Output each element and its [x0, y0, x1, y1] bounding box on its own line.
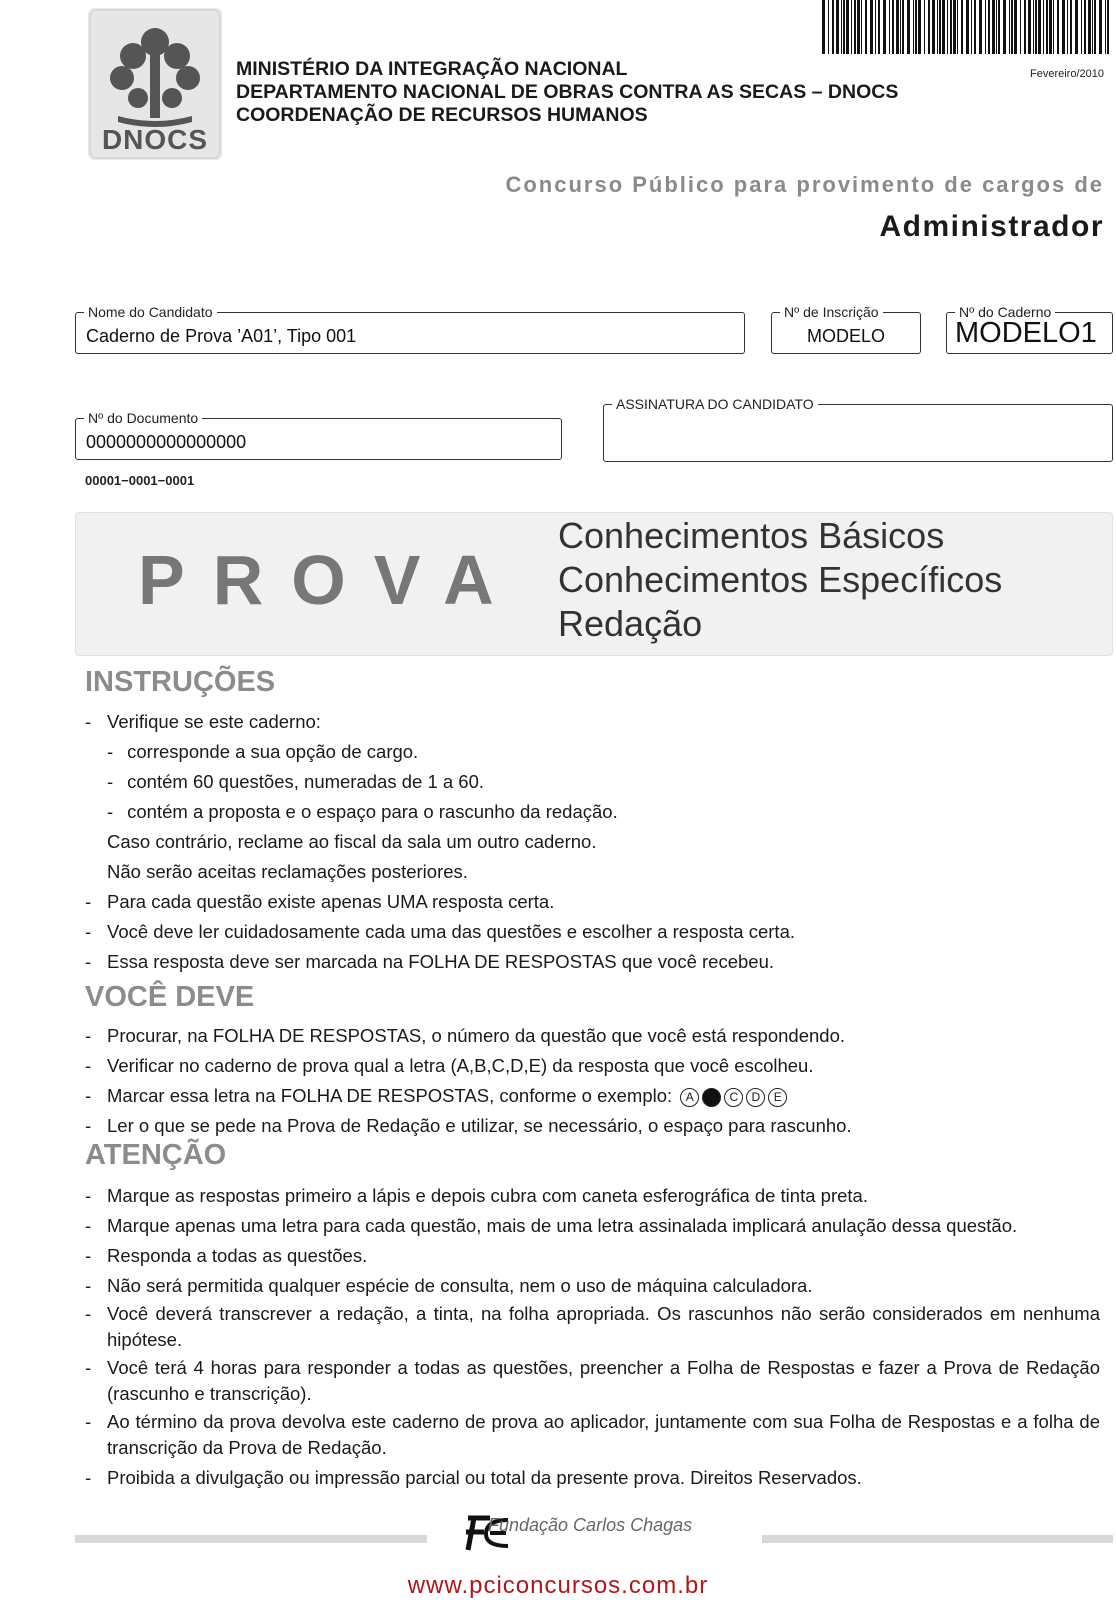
bubble-e: E: [768, 1088, 787, 1107]
fcc-name: Fundação Carlos Chagas: [488, 1515, 693, 1535]
caderno-label: Nº do Caderno: [955, 304, 1055, 320]
barcode-bar: [865, 0, 867, 54]
barcode-bar: [1075, 0, 1078, 54]
cargo-title: Administrador: [879, 210, 1104, 243]
documento-field[interactable]: [75, 410, 562, 460]
barcode-bar: [992, 0, 995, 54]
source-url[interactable]: www.pciconcursos.com.br: [407, 1572, 709, 1599]
barcode-bar: [1024, 0, 1026, 54]
barcode-bar: [913, 0, 914, 54]
atencao-title: ATENÇÃO: [85, 1139, 227, 1171]
barcode-bar: [851, 0, 852, 54]
barcode-bar: [915, 0, 917, 54]
inscricao-value: MODELO: [806, 326, 885, 346]
bubble-a: A: [680, 1088, 699, 1107]
barcode-bar: [1092, 0, 1093, 54]
barcode-bar: [1003, 0, 1006, 54]
list-item: - Você terá 4 horas para responder a todas as questões, preencher a Folha de Respostas e fazer a Prova de Redação (rascunho e transcrição).: [85, 1357, 1100, 1404]
barcode-bar: [1009, 0, 1010, 54]
list-item: - Responda a todas as questões.: [85, 1245, 368, 1266]
voce-deve-list: [85, 1021, 1100, 1141]
contest-title: Concurso Público para provimento de cargos de: [505, 172, 1104, 197]
atencao-list: [85, 1181, 1100, 1493]
bubble-d: D: [746, 1088, 765, 1107]
list-item: - Você deve ler cuidadosamente cada uma das questões e escolher a resposta certa.: [85, 921, 796, 942]
barcode-bar: [836, 0, 839, 54]
subject: Redação: [558, 603, 703, 644]
instrucoes-title: INSTRUÇÕES: [85, 666, 276, 698]
list-item: - Proibida a divulgação ou impressão parcial ou total da presente prova. Direitos Reservados.: [85, 1467, 862, 1488]
nome-field[interactable]: [75, 304, 745, 354]
list-item: - Ao término da prova devolva este caderno de prova ao aplicador, juntamente com sua Folha de Respostas e a folha de transcrição da Prova de Redação.: [85, 1411, 1100, 1458]
footer-divider: [75, 1535, 427, 1543]
answer-example: [677, 1085, 787, 1106]
list-item: - Você deverá transcrever a redação, a tinta, na folha apropriada. Os rascunhos não serão considerados em nenhuma hipótese.: [85, 1303, 1100, 1350]
barcode-bar: [942, 0, 945, 54]
barcode-bar: [1035, 0, 1037, 54]
barcode-bar: [1057, 0, 1059, 54]
barcode-bar: [985, 0, 986, 54]
organization-header: [236, 58, 898, 127]
list-item: - Marque apenas uma letra para cada questão, mais de uma letra assinalada implicará anulação dessa questão.: [85, 1215, 1018, 1236]
voce-deve-title: VOCÊ DEVE: [85, 981, 255, 1013]
document-code: 00001−0001−0001: [85, 473, 195, 488]
dnocs-logo: [88, 8, 222, 160]
barcode-bar: [961, 0, 963, 54]
assinatura-label: ASSINATURA DO CANDIDATO: [612, 396, 818, 412]
list-subitem: - contém 60 questões, numeradas de 1 a 60.: [107, 771, 485, 792]
barcode-bar: [918, 0, 921, 54]
list-item: - Essa resposta deve ser marcada na FOLHA DE RESPOSTAS que você recebeu.: [85, 951, 775, 972]
org-line: COORDENAÇÃO DE RECURSOS HUMANOS: [236, 104, 648, 126]
barcode-bar: [932, 0, 935, 54]
footer-divider: [762, 1535, 1113, 1543]
barcode-bar: [843, 0, 845, 54]
barcode-bar: [1046, 0, 1048, 54]
logo-text: DNOCS: [101, 124, 209, 155]
barcode-bar: [1033, 0, 1034, 54]
barcode-bar: [1088, 0, 1091, 54]
nome-label: Nome do Candidato: [84, 304, 217, 320]
barcode-bar: [1070, 0, 1072, 54]
barcode-bar: [1105, 0, 1106, 54]
list-item: - Ler o que se pede na Prova de Redação e utilizar, se necessário, o espaço para rascunho.: [85, 1115, 852, 1136]
list-note: Caso contrário, reclame ao fiscal da sala um outro caderno.: [107, 831, 597, 852]
list-item: - Não será permitida qualquer espécie de consulta, nem o uso de máquina calculadora.: [85, 1275, 813, 1296]
barcode-bar: [988, 0, 990, 54]
barcode-bar: [979, 0, 982, 54]
barcode: [822, 0, 1112, 54]
barcode-bar: [939, 0, 941, 54]
barcode-bar: [1011, 0, 1013, 54]
barcode-bar: [832, 0, 834, 54]
barcode-bar: [1014, 0, 1017, 54]
barcode-bar: [950, 0, 952, 54]
subject: Conhecimentos Básicos: [558, 515, 945, 556]
barcode-bar: [947, 0, 948, 54]
exam-date: Fevereiro/2010: [1030, 68, 1104, 80]
barcode-bar: [892, 0, 894, 54]
list-item: - Marque as respostas primeiro a lápis e depois cubra com caneta esferográfica de tinta preta.: [85, 1185, 868, 1206]
caderno-value: MODELO1: [955, 317, 1097, 349]
barcode-bar: [957, 0, 958, 54]
barcode-bar: [974, 0, 976, 54]
barcode-bar: [1107, 0, 1109, 54]
barcode-bar: [966, 0, 969, 54]
barcode-bar: [907, 0, 910, 54]
nome-value: Caderno de Prova ’A01’, Tipo 001: [86, 326, 357, 346]
barcode-bar: [1094, 0, 1096, 54]
list-subitem: - corresponde a sua opção de cargo.: [107, 741, 419, 762]
bubble-b-filled: [702, 1088, 721, 1107]
instrucoes-list: [85, 707, 1100, 977]
barcode-bar: [1067, 0, 1068, 54]
barcode-bar: [878, 0, 880, 54]
barcode-bar: [1049, 0, 1052, 54]
barcode-bar: [928, 0, 930, 54]
inscricao-field[interactable]: [771, 304, 921, 354]
prova-title: PROVA: [138, 541, 522, 619]
barcode-bar: [937, 0, 938, 54]
barcode-bar: [875, 0, 876, 54]
barcode-bar: [822, 0, 825, 54]
barcode-bar: [854, 0, 856, 54]
barcode-bar: [1043, 0, 1044, 54]
barcode-bar: [996, 0, 997, 54]
barcode-bar: [1099, 0, 1102, 54]
list-item: - Marcar essa letra na FOLHA DE RESPOSTAS, conforme o exemplo: A C D E: [85, 1081, 1100, 1111]
barcode-bar: [846, 0, 849, 54]
barcode-bar: [896, 0, 899, 54]
barcode-bar: [1081, 0, 1082, 54]
barcode-bar: [828, 0, 829, 54]
barcode-bar: [889, 0, 890, 54]
list-item: - Procurar, na FOLHA DE RESPOSTAS, o número da questão que você está respondendo.: [85, 1025, 846, 1046]
list-item: - Para cada questão existe apenas UMA resposta certa.: [85, 891, 555, 912]
org-line: MINISTÉRIO DA INTEGRAÇÃO NACIONAL: [236, 58, 628, 80]
barcode-bar: [998, 0, 1000, 54]
list-item: - Verifique se este caderno:: [85, 711, 321, 732]
barcode-bar: [1020, 0, 1021, 54]
list-item: - Verificar no caderno de prova qual a letra (A,B,C,D,E) da resposta que você escolheu.: [85, 1055, 814, 1076]
list-subitem: - contém a proposta e o espaço para o rascunho da redação.: [107, 801, 618, 822]
barcode-bar: [1028, 0, 1031, 54]
subject: Conhecimentos Específicos: [558, 559, 1003, 600]
barcode-bar: [857, 0, 860, 54]
barcode-bar: [841, 0, 842, 54]
barcode-bar: [883, 0, 886, 54]
barcode-bar: [902, 0, 904, 54]
barcode-bar: [870, 0, 873, 54]
inscricao-label: Nº de Inscrição: [780, 304, 883, 320]
barcode-bar: [861, 0, 862, 54]
barcode-bar: [971, 0, 972, 54]
documento-value: 0000000000000000: [86, 432, 247, 452]
barcode-bar: [1038, 0, 1041, 54]
assinatura-field[interactable]: [603, 396, 1113, 462]
bubble-c: C: [724, 1088, 743, 1107]
barcode-bar: [900, 0, 901, 54]
barcode-bar: [1062, 0, 1065, 54]
org-line: DEPARTAMENTO NACIONAL DE OBRAS CONTRA AS SECAS – DNOCS: [236, 81, 899, 103]
barcode-bar: [1084, 0, 1086, 54]
barcode-bar: [953, 0, 956, 54]
documento-label: Nº do Documento: [84, 410, 202, 426]
subjects-list: [558, 514, 1002, 646]
barcode-bar: [1053, 0, 1054, 54]
barcode-bar: [924, 0, 925, 54]
list-note: Não serão aceitas reclamações posteriores.: [107, 861, 468, 882]
caderno-field[interactable]: [946, 304, 1113, 354]
